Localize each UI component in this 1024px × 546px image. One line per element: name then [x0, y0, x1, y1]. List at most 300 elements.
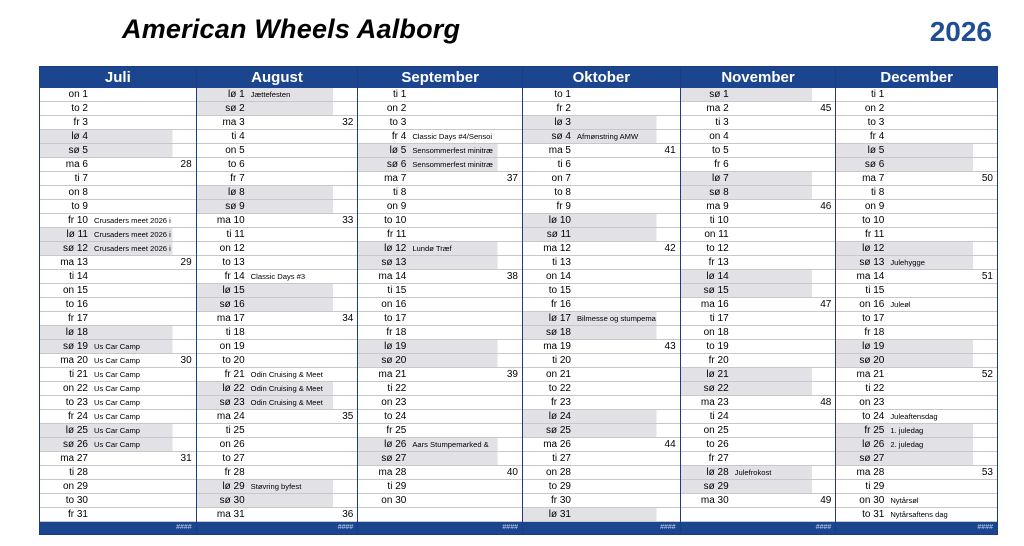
day-date: lø 24	[548, 411, 571, 422]
day-row	[197, 382, 358, 396]
day-date: on 29	[62, 481, 88, 492]
day-date: to 30	[65, 495, 88, 506]
day-date: fr 18	[386, 327, 407, 338]
day-date: ti 29	[865, 481, 885, 492]
day-date: ma 28	[856, 467, 885, 478]
day-row	[40, 452, 196, 466]
day-date: fr 23	[550, 397, 571, 408]
event-label: Crusaders meet 2026 i	[94, 216, 171, 225]
day-date: lø 5	[389, 145, 407, 156]
event-label: 1. juledag	[890, 426, 924, 435]
day-date: to 17	[384, 313, 407, 324]
day-date: to 27	[222, 453, 245, 464]
day-row	[681, 438, 836, 452]
day-row	[197, 270, 358, 284]
day-row	[836, 410, 997, 424]
day-date: ti 22	[387, 383, 407, 394]
day-date: on 25	[703, 425, 729, 436]
day-date: ti 6	[557, 159, 571, 170]
day-row	[836, 424, 997, 438]
day-row	[358, 382, 522, 396]
day-row	[836, 480, 997, 494]
day-row	[681, 144, 836, 158]
day-date: on 15	[62, 285, 88, 296]
day-row	[40, 284, 196, 298]
day-date: ma 21	[856, 369, 885, 380]
day-row	[40, 312, 196, 326]
day-row	[40, 466, 196, 480]
day-date: ti 24	[709, 411, 729, 422]
day-date: on 11	[704, 229, 729, 240]
day-date: sø 9	[225, 201, 245, 212]
day-date: to 26	[706, 439, 729, 450]
day-row	[197, 144, 358, 158]
day-row	[358, 228, 522, 242]
day-date: fr 11	[865, 229, 885, 240]
day-row	[681, 312, 836, 326]
day-row	[197, 354, 358, 368]
day-row	[197, 130, 358, 144]
day-list	[40, 88, 196, 522]
day-row	[681, 242, 836, 256]
day-date: on 4	[709, 131, 729, 142]
day-row	[358, 144, 522, 158]
day-row	[197, 508, 358, 522]
day-date: ma 13	[60, 257, 88, 268]
day-date: to 6	[227, 159, 245, 170]
month-column-november	[681, 67, 837, 534]
day-date: on 5	[225, 145, 245, 156]
day-row	[197, 340, 358, 354]
day-row	[836, 256, 997, 270]
day-row	[523, 242, 680, 256]
day-row	[523, 130, 680, 144]
day-row	[197, 480, 358, 494]
day-date: sø 15	[703, 285, 729, 296]
day-row	[681, 354, 836, 368]
day-date: ma 2	[706, 103, 729, 114]
day-date: to 8	[554, 187, 571, 198]
day-date: fr 27	[708, 453, 729, 464]
day-row	[358, 326, 522, 340]
day-row	[358, 214, 522, 228]
month-header: Juli	[40, 67, 196, 88]
event-label: Sensommerfest minitræ	[412, 146, 493, 155]
day-row	[358, 256, 522, 270]
month-footer: ####	[40, 522, 196, 534]
day-date: to 23	[65, 397, 88, 408]
day-row	[197, 368, 358, 382]
day-date: sø 16	[219, 299, 245, 310]
day-row	[836, 298, 997, 312]
day-date: to 24	[384, 411, 407, 422]
week-number: 28	[180, 159, 192, 170]
day-date: ti 13	[552, 257, 571, 268]
day-date: fr 24	[67, 411, 88, 422]
day-list	[681, 88, 836, 522]
day-date: to 16	[65, 299, 88, 310]
day-date: lø 19	[862, 341, 885, 352]
day-date: lø 21	[706, 369, 729, 380]
month-footer: ####	[836, 522, 997, 534]
event-label: Lundø Træf	[412, 244, 452, 253]
day-row	[836, 102, 997, 116]
event-label: Julefrokost	[734, 468, 772, 477]
day-date: fr 25	[864, 425, 885, 436]
event-label: Bilmesse og stumpema	[576, 314, 656, 323]
day-row	[358, 438, 522, 452]
day-row	[681, 270, 836, 284]
day-date: lø 10	[548, 215, 571, 226]
day-date: to 3	[867, 117, 885, 128]
day-row	[681, 256, 836, 270]
day-date: fr 20	[708, 355, 729, 366]
day-date: on 21	[545, 369, 571, 380]
day-row	[681, 88, 836, 102]
day-row	[681, 452, 836, 466]
day-list	[197, 88, 358, 522]
day-row	[523, 396, 680, 410]
day-date: fr 11	[387, 229, 407, 240]
week-number: 48	[820, 397, 832, 408]
month-header: September	[358, 67, 522, 88]
day-row	[40, 256, 196, 270]
day-date: on 22	[62, 383, 88, 394]
day-row	[358, 312, 522, 326]
day-date: sø 1	[709, 89, 729, 100]
day-date: ma 12	[543, 243, 571, 254]
day-date: to 12	[706, 243, 729, 254]
day-date: lø 4	[71, 131, 88, 142]
day-row	[523, 88, 680, 102]
day-date: sø 6	[386, 159, 407, 170]
week-number: 36	[342, 509, 354, 520]
day-row	[836, 172, 997, 186]
day-row	[358, 284, 522, 298]
day-date: to 29	[548, 481, 571, 492]
day-row	[358, 158, 522, 172]
day-row	[523, 494, 680, 508]
day-row	[40, 144, 196, 158]
day-row	[681, 396, 836, 410]
day-date: fr 31	[67, 509, 88, 520]
day-date: fr 25	[386, 425, 407, 436]
event-label: Classic Days #3	[250, 272, 306, 281]
day-row	[836, 340, 997, 354]
day-date: ti 25	[225, 425, 245, 436]
day-date: ma 24	[216, 411, 245, 422]
day-row	[197, 438, 358, 452]
day-row	[40, 340, 196, 354]
day-date: ti 8	[870, 187, 885, 198]
day-row	[197, 242, 358, 256]
day-date: fr 17	[67, 313, 88, 324]
week-number: 45	[820, 103, 832, 114]
day-date: ma 21	[378, 369, 407, 380]
day-date: ti 14	[69, 271, 88, 282]
day-row	[197, 452, 358, 466]
day-date: sø 23	[219, 397, 245, 408]
day-date: ti 10	[709, 215, 729, 226]
day-date: lø 12	[384, 243, 407, 254]
day-row	[40, 396, 196, 410]
day-row	[523, 480, 680, 494]
week-number: 53	[981, 467, 993, 478]
day-row	[197, 466, 358, 480]
day-row	[358, 102, 522, 116]
day-row	[523, 144, 680, 158]
day-date: on 14	[545, 271, 571, 282]
day-date: lø 11	[66, 229, 88, 240]
day-date: to 20	[222, 355, 245, 366]
day-row	[523, 508, 680, 522]
day-date: sø 8	[709, 187, 729, 198]
day-date: lø 5	[867, 145, 885, 156]
day-date: sø 27	[381, 453, 407, 464]
day-date: on 16	[859, 299, 885, 310]
day-row	[681, 466, 836, 480]
event-label: Sensommerfest minitræ	[412, 160, 493, 169]
day-row	[836, 158, 997, 172]
day-row	[40, 102, 196, 116]
day-row	[681, 326, 836, 340]
day-date: lø 17	[548, 313, 571, 324]
day-date: ti 18	[225, 327, 245, 338]
day-date: on 16	[381, 299, 407, 310]
day-row	[836, 494, 997, 508]
day-row	[836, 312, 997, 326]
day-row	[523, 424, 680, 438]
day-date: ma 6	[65, 159, 88, 170]
day-date: ti 27	[552, 453, 571, 464]
day-date: ma 14	[856, 271, 885, 282]
month-header: December	[836, 67, 997, 88]
day-date: ti 15	[865, 285, 885, 296]
day-date: on 2	[864, 103, 885, 114]
day-date: ma 5	[548, 145, 571, 156]
day-row	[358, 130, 522, 144]
day-date: to 1	[554, 89, 571, 100]
day-list	[836, 88, 997, 522]
day-date: ma 28	[378, 467, 407, 478]
event-label: Julehygge	[890, 258, 925, 267]
month-footer: ####	[681, 522, 836, 534]
day-row	[523, 382, 680, 396]
day-date: on 9	[386, 201, 407, 212]
day-row	[40, 494, 196, 508]
month-header: November	[681, 67, 836, 88]
day-row	[40, 424, 196, 438]
day-row	[681, 368, 836, 382]
day-date: ti 22	[865, 383, 885, 394]
event-label: Us Car Camp	[94, 412, 140, 421]
day-row	[40, 200, 196, 214]
day-date: ma 31	[216, 509, 245, 520]
day-row	[358, 88, 522, 102]
day-date: sø 25	[545, 425, 571, 436]
day-row	[197, 312, 358, 326]
day-date: ma 19	[543, 341, 571, 352]
day-date: on 1	[68, 89, 88, 100]
day-row	[836, 284, 997, 298]
day-row	[358, 424, 522, 438]
day-row	[40, 130, 196, 144]
day-date: to 15	[548, 285, 571, 296]
day-row	[681, 116, 836, 130]
day-row	[358, 452, 522, 466]
week-number: 39	[506, 369, 518, 380]
week-number: 35	[342, 411, 354, 422]
event-label: Juleøl	[890, 300, 911, 309]
month-footer: ####	[358, 522, 522, 534]
day-date: sø 20	[381, 355, 407, 366]
day-date: fr 4	[869, 131, 885, 142]
event-label: Støvring byfest	[250, 482, 302, 491]
day-date: ti 4	[231, 131, 245, 142]
day-date: sø 30	[219, 495, 245, 506]
day-row	[358, 368, 522, 382]
week-number: 44	[664, 439, 676, 450]
day-date: sø 29	[703, 481, 729, 492]
day-date: to 10	[862, 215, 885, 226]
month-header: Oktober	[523, 67, 680, 88]
day-row	[681, 382, 836, 396]
day-row	[197, 158, 358, 172]
day-date: lø 1	[228, 89, 245, 100]
day-row	[523, 284, 680, 298]
day-row	[40, 214, 196, 228]
day-date: sø 22	[703, 383, 729, 394]
day-date: lø 25	[65, 425, 88, 436]
day-row	[40, 116, 196, 130]
day-row	[40, 172, 196, 186]
day-row	[681, 410, 836, 424]
day-date: sø 20	[859, 355, 885, 366]
day-date: on 2	[386, 103, 407, 114]
calendar-grid	[39, 66, 998, 535]
day-row	[836, 452, 997, 466]
day-row	[40, 410, 196, 424]
day-date: on 23	[381, 397, 407, 408]
day-date: lø 29	[222, 481, 245, 492]
day-date: ti 28	[69, 467, 88, 478]
month-column-september	[358, 67, 523, 534]
day-date: sø 11	[546, 229, 571, 240]
day-row	[197, 102, 358, 116]
day-date: on 7	[551, 173, 571, 184]
day-date: sø 2	[225, 103, 245, 114]
day-date: fr 4	[391, 131, 407, 142]
week-number: 33	[342, 215, 354, 226]
day-list	[358, 88, 522, 522]
day-date: lø 15	[222, 285, 245, 296]
day-date: on 26	[219, 439, 245, 450]
day-date: to 5	[711, 145, 729, 156]
day-row	[197, 228, 358, 242]
month-column-august	[197, 67, 359, 534]
day-row	[523, 172, 680, 186]
day-row	[40, 382, 196, 396]
day-date: to 24	[862, 411, 885, 422]
day-row	[681, 214, 836, 228]
day-row	[40, 508, 196, 522]
day-date: ti 8	[392, 187, 407, 198]
day-row	[836, 242, 997, 256]
day-row	[197, 396, 358, 410]
event-label: Us Car Camp	[94, 426, 140, 435]
week-number: 32	[342, 117, 354, 128]
day-row	[523, 158, 680, 172]
calendar-title: American Wheels Aalborg	[122, 14, 461, 44]
event-label: Odin Cruising & Meet	[250, 384, 323, 393]
week-number: 42	[664, 243, 676, 254]
day-row	[40, 270, 196, 284]
day-row	[836, 438, 997, 452]
day-row	[836, 466, 997, 480]
event-label: Crusaders meet 2026 i	[94, 244, 171, 253]
event-label: Afmønstring AMW	[576, 132, 639, 141]
day-row	[523, 186, 680, 200]
day-row	[523, 256, 680, 270]
day-row	[358, 200, 522, 214]
event-label: Aars Stumpemarked &	[412, 440, 489, 449]
day-date: sø 13	[381, 257, 407, 268]
day-row	[197, 256, 358, 270]
day-row	[40, 88, 196, 102]
day-row	[197, 284, 358, 298]
day-row	[836, 228, 997, 242]
day-date: ma 27	[60, 453, 88, 464]
day-date: ti 21	[69, 369, 88, 380]
day-row	[40, 368, 196, 382]
week-number: 41	[664, 145, 676, 156]
month-column-december	[836, 67, 997, 534]
day-date: to 31	[862, 509, 885, 520]
day-date: fr 18	[864, 327, 885, 338]
day-date: lø 8	[228, 187, 245, 198]
day-row	[836, 382, 997, 396]
day-row	[523, 116, 680, 130]
day-date: ti 17	[709, 313, 729, 324]
month-column-oktober	[523, 67, 681, 534]
day-date: on 18	[703, 327, 729, 338]
day-date: ma 26	[543, 439, 571, 450]
day-row	[197, 116, 358, 130]
day-row	[40, 298, 196, 312]
event-label: Crusaders meet 2026 i	[94, 230, 171, 239]
week-number: 30	[180, 355, 192, 366]
day-row	[197, 298, 358, 312]
day-row	[197, 410, 358, 424]
day-row	[836, 130, 997, 144]
day-row	[40, 354, 196, 368]
day-row	[197, 326, 358, 340]
day-row	[523, 466, 680, 480]
event-label: Jættefesten	[250, 90, 291, 99]
day-date: fr 3	[73, 117, 88, 128]
day-date: ma 7	[384, 173, 407, 184]
day-date: ma 7	[862, 173, 885, 184]
day-row	[681, 494, 836, 508]
day-row	[197, 88, 358, 102]
day-row	[197, 494, 358, 508]
event-label: Odin Cruising & Meet	[250, 370, 323, 379]
day-row	[836, 88, 997, 102]
day-row	[836, 144, 997, 158]
day-row	[40, 242, 196, 256]
day-row	[523, 102, 680, 116]
day-date: sø 27	[859, 453, 885, 464]
